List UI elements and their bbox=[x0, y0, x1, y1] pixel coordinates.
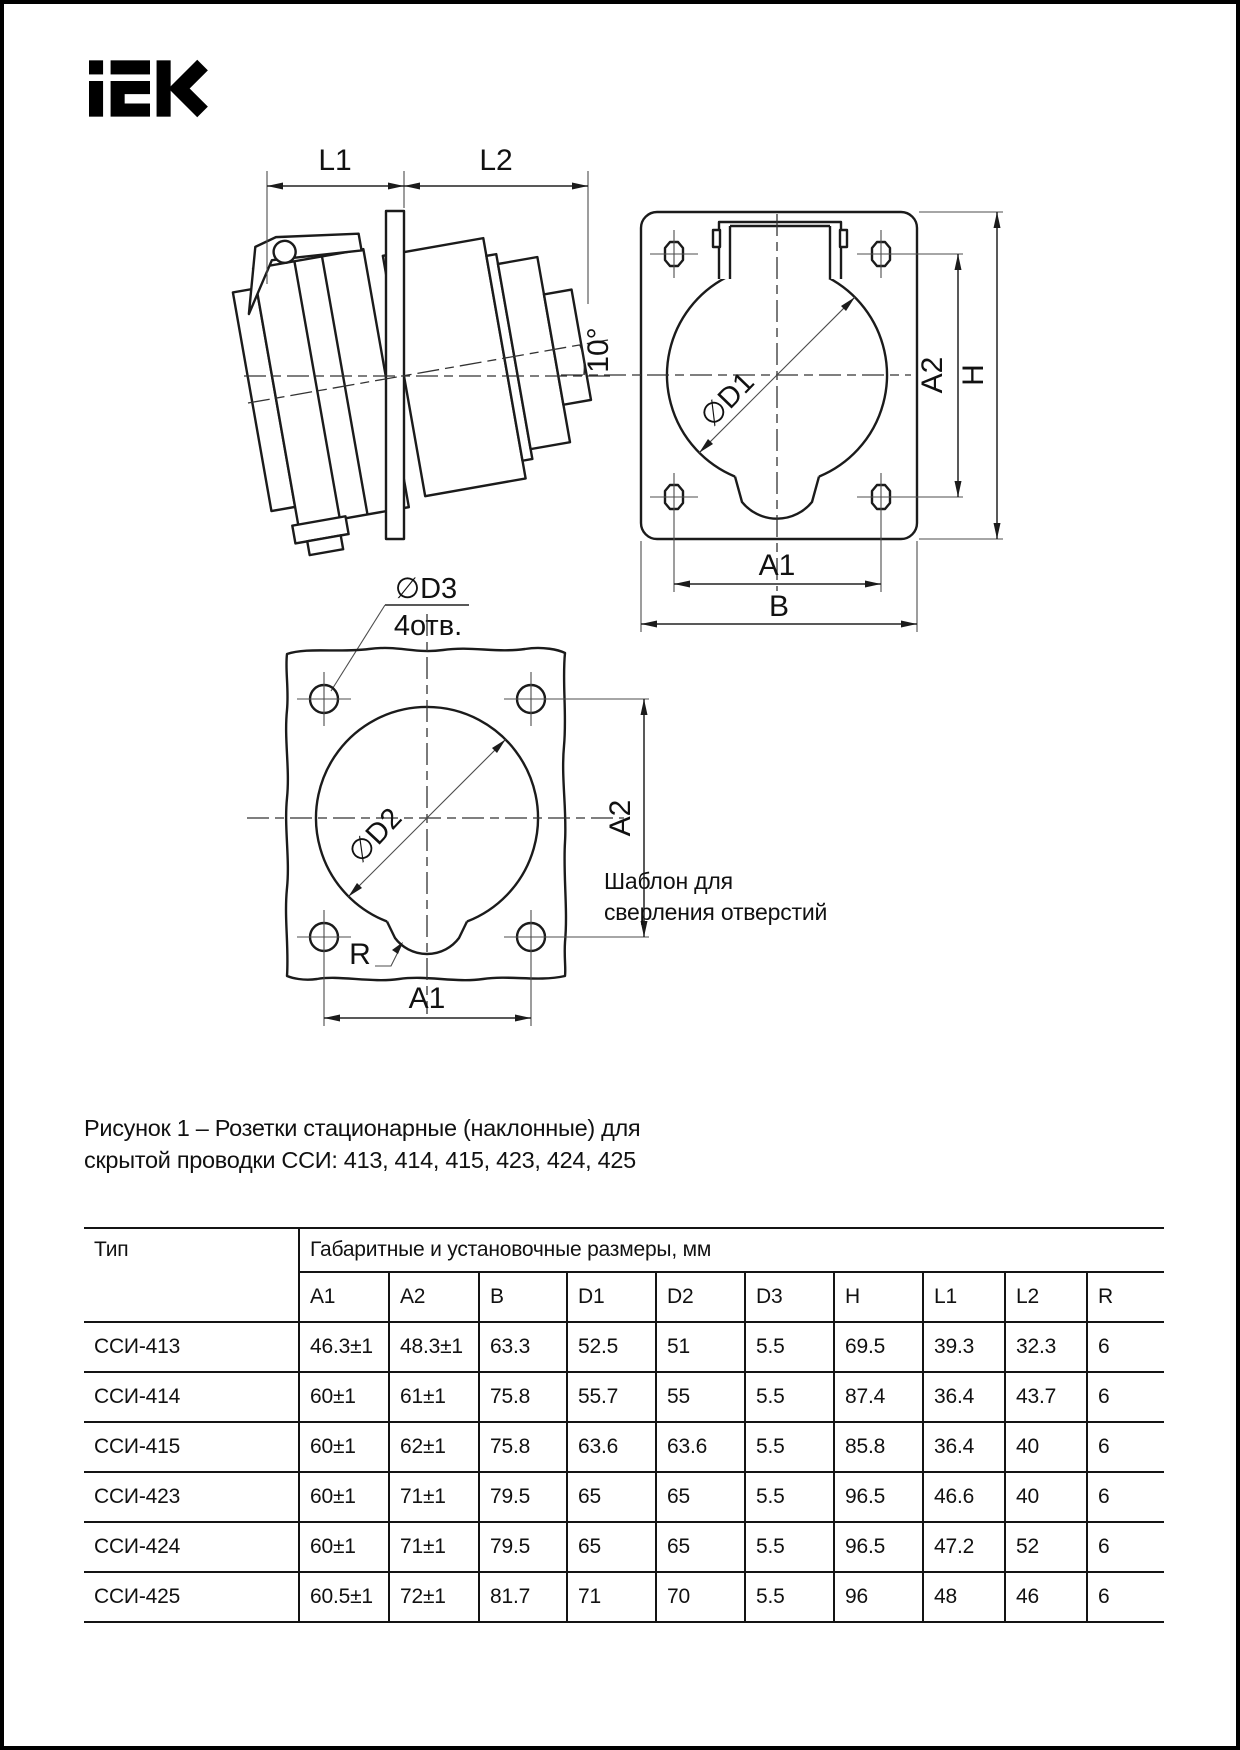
wall-plate bbox=[386, 211, 404, 539]
cell: 79.5 bbox=[479, 1522, 567, 1572]
dim-label-r: R bbox=[349, 938, 371, 971]
cell-type: ССИ-424 bbox=[84, 1522, 299, 1572]
col-header-l1: L1 bbox=[923, 1272, 1005, 1322]
table-row bbox=[84, 1322, 1164, 1372]
cell: 61±1 bbox=[389, 1372, 479, 1422]
col-header-d1: D1 bbox=[567, 1272, 656, 1322]
template-note bbox=[604, 866, 884, 928]
cell: 71±1 bbox=[389, 1522, 479, 1572]
cell: 60±1 bbox=[299, 1472, 389, 1522]
cell: 47.2 bbox=[923, 1522, 1005, 1572]
cell: 5.5 bbox=[745, 1572, 834, 1622]
cell: 5.5 bbox=[745, 1322, 834, 1372]
cell: 39.3 bbox=[923, 1322, 1005, 1372]
dim-label-b: B bbox=[768, 590, 790, 623]
figure-caption-line2: скрытой проводки ССИ: 413, 414, 415, 423, 424, 425 bbox=[84, 1147, 636, 1173]
cell: 6 bbox=[1087, 1322, 1164, 1372]
cell-type: ССИ-425 bbox=[84, 1572, 299, 1622]
cell: 65 bbox=[567, 1472, 656, 1522]
cell: 52 bbox=[1005, 1522, 1087, 1572]
cell: 63.3 bbox=[479, 1322, 567, 1372]
cell: 6 bbox=[1087, 1422, 1164, 1472]
cell: 5.5 bbox=[745, 1372, 834, 1422]
dimensions-table-wrap bbox=[84, 1227, 1164, 1623]
cell: 52.5 bbox=[567, 1322, 656, 1372]
cell: 48.3±1 bbox=[389, 1322, 479, 1372]
cell: 55 bbox=[656, 1372, 745, 1422]
cell: 75.8 bbox=[479, 1422, 567, 1472]
cell: 96.5 bbox=[834, 1522, 923, 1572]
cell: 79.5 bbox=[479, 1472, 567, 1522]
col-header-type: Тип bbox=[84, 1228, 299, 1322]
cell: 40 bbox=[1005, 1472, 1087, 1522]
dim-label-d1: ∅D1 bbox=[694, 366, 761, 434]
cell: 36.4 bbox=[923, 1422, 1005, 1472]
cell: 46 bbox=[1005, 1572, 1087, 1622]
table-row bbox=[84, 1372, 1164, 1422]
cell: 5.5 bbox=[745, 1522, 834, 1572]
dim-label-a2: A2 bbox=[916, 356, 949, 394]
cell: 71 bbox=[567, 1572, 656, 1622]
table-row bbox=[84, 1472, 1164, 1522]
cell: 40 bbox=[1005, 1422, 1087, 1472]
col-header-a1: A1 bbox=[299, 1272, 389, 1322]
col-header-a2: A2 bbox=[389, 1272, 479, 1322]
cell: 69.5 bbox=[834, 1322, 923, 1372]
cell: 43.7 bbox=[1005, 1372, 1087, 1422]
dim-label-d2: ∅D2 bbox=[342, 802, 409, 870]
cell: 70 bbox=[656, 1572, 745, 1622]
col-header-b: B bbox=[479, 1272, 567, 1322]
cell: 6 bbox=[1087, 1572, 1164, 1622]
cell: 46.3±1 bbox=[299, 1322, 389, 1372]
dim-label-l2: L2 bbox=[479, 144, 513, 177]
template-outline bbox=[286, 648, 566, 980]
iek-logo-graphic bbox=[89, 60, 211, 117]
dim-label-angle: 10° bbox=[582, 327, 615, 373]
dimensions-table bbox=[84, 1227, 1164, 1623]
cell: 63.6 bbox=[567, 1422, 656, 1472]
cell: 65 bbox=[656, 1522, 745, 1572]
cell: 87.4 bbox=[834, 1372, 923, 1422]
cell-type: ССИ-413 bbox=[84, 1322, 299, 1372]
cell: 48 bbox=[923, 1572, 1005, 1622]
cell: 60±1 bbox=[299, 1422, 389, 1472]
cell: 5.5 bbox=[745, 1422, 834, 1472]
cell: 32.3 bbox=[1005, 1322, 1087, 1372]
figure-caption-line1: Рисунок 1 – Розетки стационарные (наклонные) для bbox=[84, 1115, 641, 1141]
col-header-r: R bbox=[1087, 1272, 1164, 1322]
cell: 36.4 bbox=[923, 1372, 1005, 1422]
col-header-d2: D2 bbox=[656, 1272, 745, 1322]
template-note-line2: сверления отверстий bbox=[604, 899, 828, 925]
col-header-group: Габаритные и установочные размеры, мм bbox=[299, 1228, 1164, 1272]
dim-label-d3: ∅D3 bbox=[394, 573, 458, 605]
figure-caption bbox=[84, 1112, 724, 1176]
cell: 6 bbox=[1087, 1372, 1164, 1422]
dim-label-a1: A1 bbox=[758, 549, 796, 582]
cell: 46.6 bbox=[923, 1472, 1005, 1522]
cell: 65 bbox=[567, 1522, 656, 1572]
cell: 85.8 bbox=[834, 1422, 923, 1472]
cell: 6 bbox=[1087, 1522, 1164, 1572]
col-header-d3: D3 bbox=[745, 1272, 834, 1322]
cell: 81.7 bbox=[479, 1572, 567, 1622]
cell: 75.8 bbox=[479, 1372, 567, 1422]
dim-label-a2: A2 bbox=[604, 799, 637, 837]
col-header-l2: L2 bbox=[1005, 1272, 1087, 1322]
cell: 65 bbox=[656, 1472, 745, 1522]
holes-count-label: 4отв. bbox=[393, 610, 463, 642]
template-note-line1: Шаблон для bbox=[604, 868, 733, 894]
table-row bbox=[84, 1422, 1164, 1472]
table-row bbox=[84, 1522, 1164, 1572]
dim-label-h: H bbox=[957, 364, 990, 386]
col-header-h: H bbox=[834, 1272, 923, 1322]
iek-logo bbox=[89, 60, 211, 117]
cell: 96 bbox=[834, 1572, 923, 1622]
dim-label-a1: A1 bbox=[408, 982, 446, 1015]
cell: 71±1 bbox=[389, 1472, 479, 1522]
cell: 5.5 bbox=[745, 1472, 834, 1522]
cell: 63.6 bbox=[656, 1422, 745, 1472]
table-row bbox=[84, 1572, 1164, 1622]
cell: 51 bbox=[656, 1322, 745, 1372]
drilling-template-drawing bbox=[229, 502, 669, 1047]
cell-type: ССИ-423 bbox=[84, 1472, 299, 1522]
cell: 60±1 bbox=[299, 1372, 389, 1422]
cell: 55.7 bbox=[567, 1372, 656, 1422]
cell: 60.5±1 bbox=[299, 1572, 389, 1622]
cell: 96.5 bbox=[834, 1472, 923, 1522]
dim-label-l1: L1 bbox=[318, 144, 352, 177]
cell: 62±1 bbox=[389, 1422, 479, 1472]
cell: 6 bbox=[1087, 1472, 1164, 1522]
cell: 72±1 bbox=[389, 1572, 479, 1622]
cell-type: ССИ-415 bbox=[84, 1422, 299, 1472]
cell: 60±1 bbox=[299, 1522, 389, 1572]
cell-type: ССИ-414 bbox=[84, 1372, 299, 1422]
